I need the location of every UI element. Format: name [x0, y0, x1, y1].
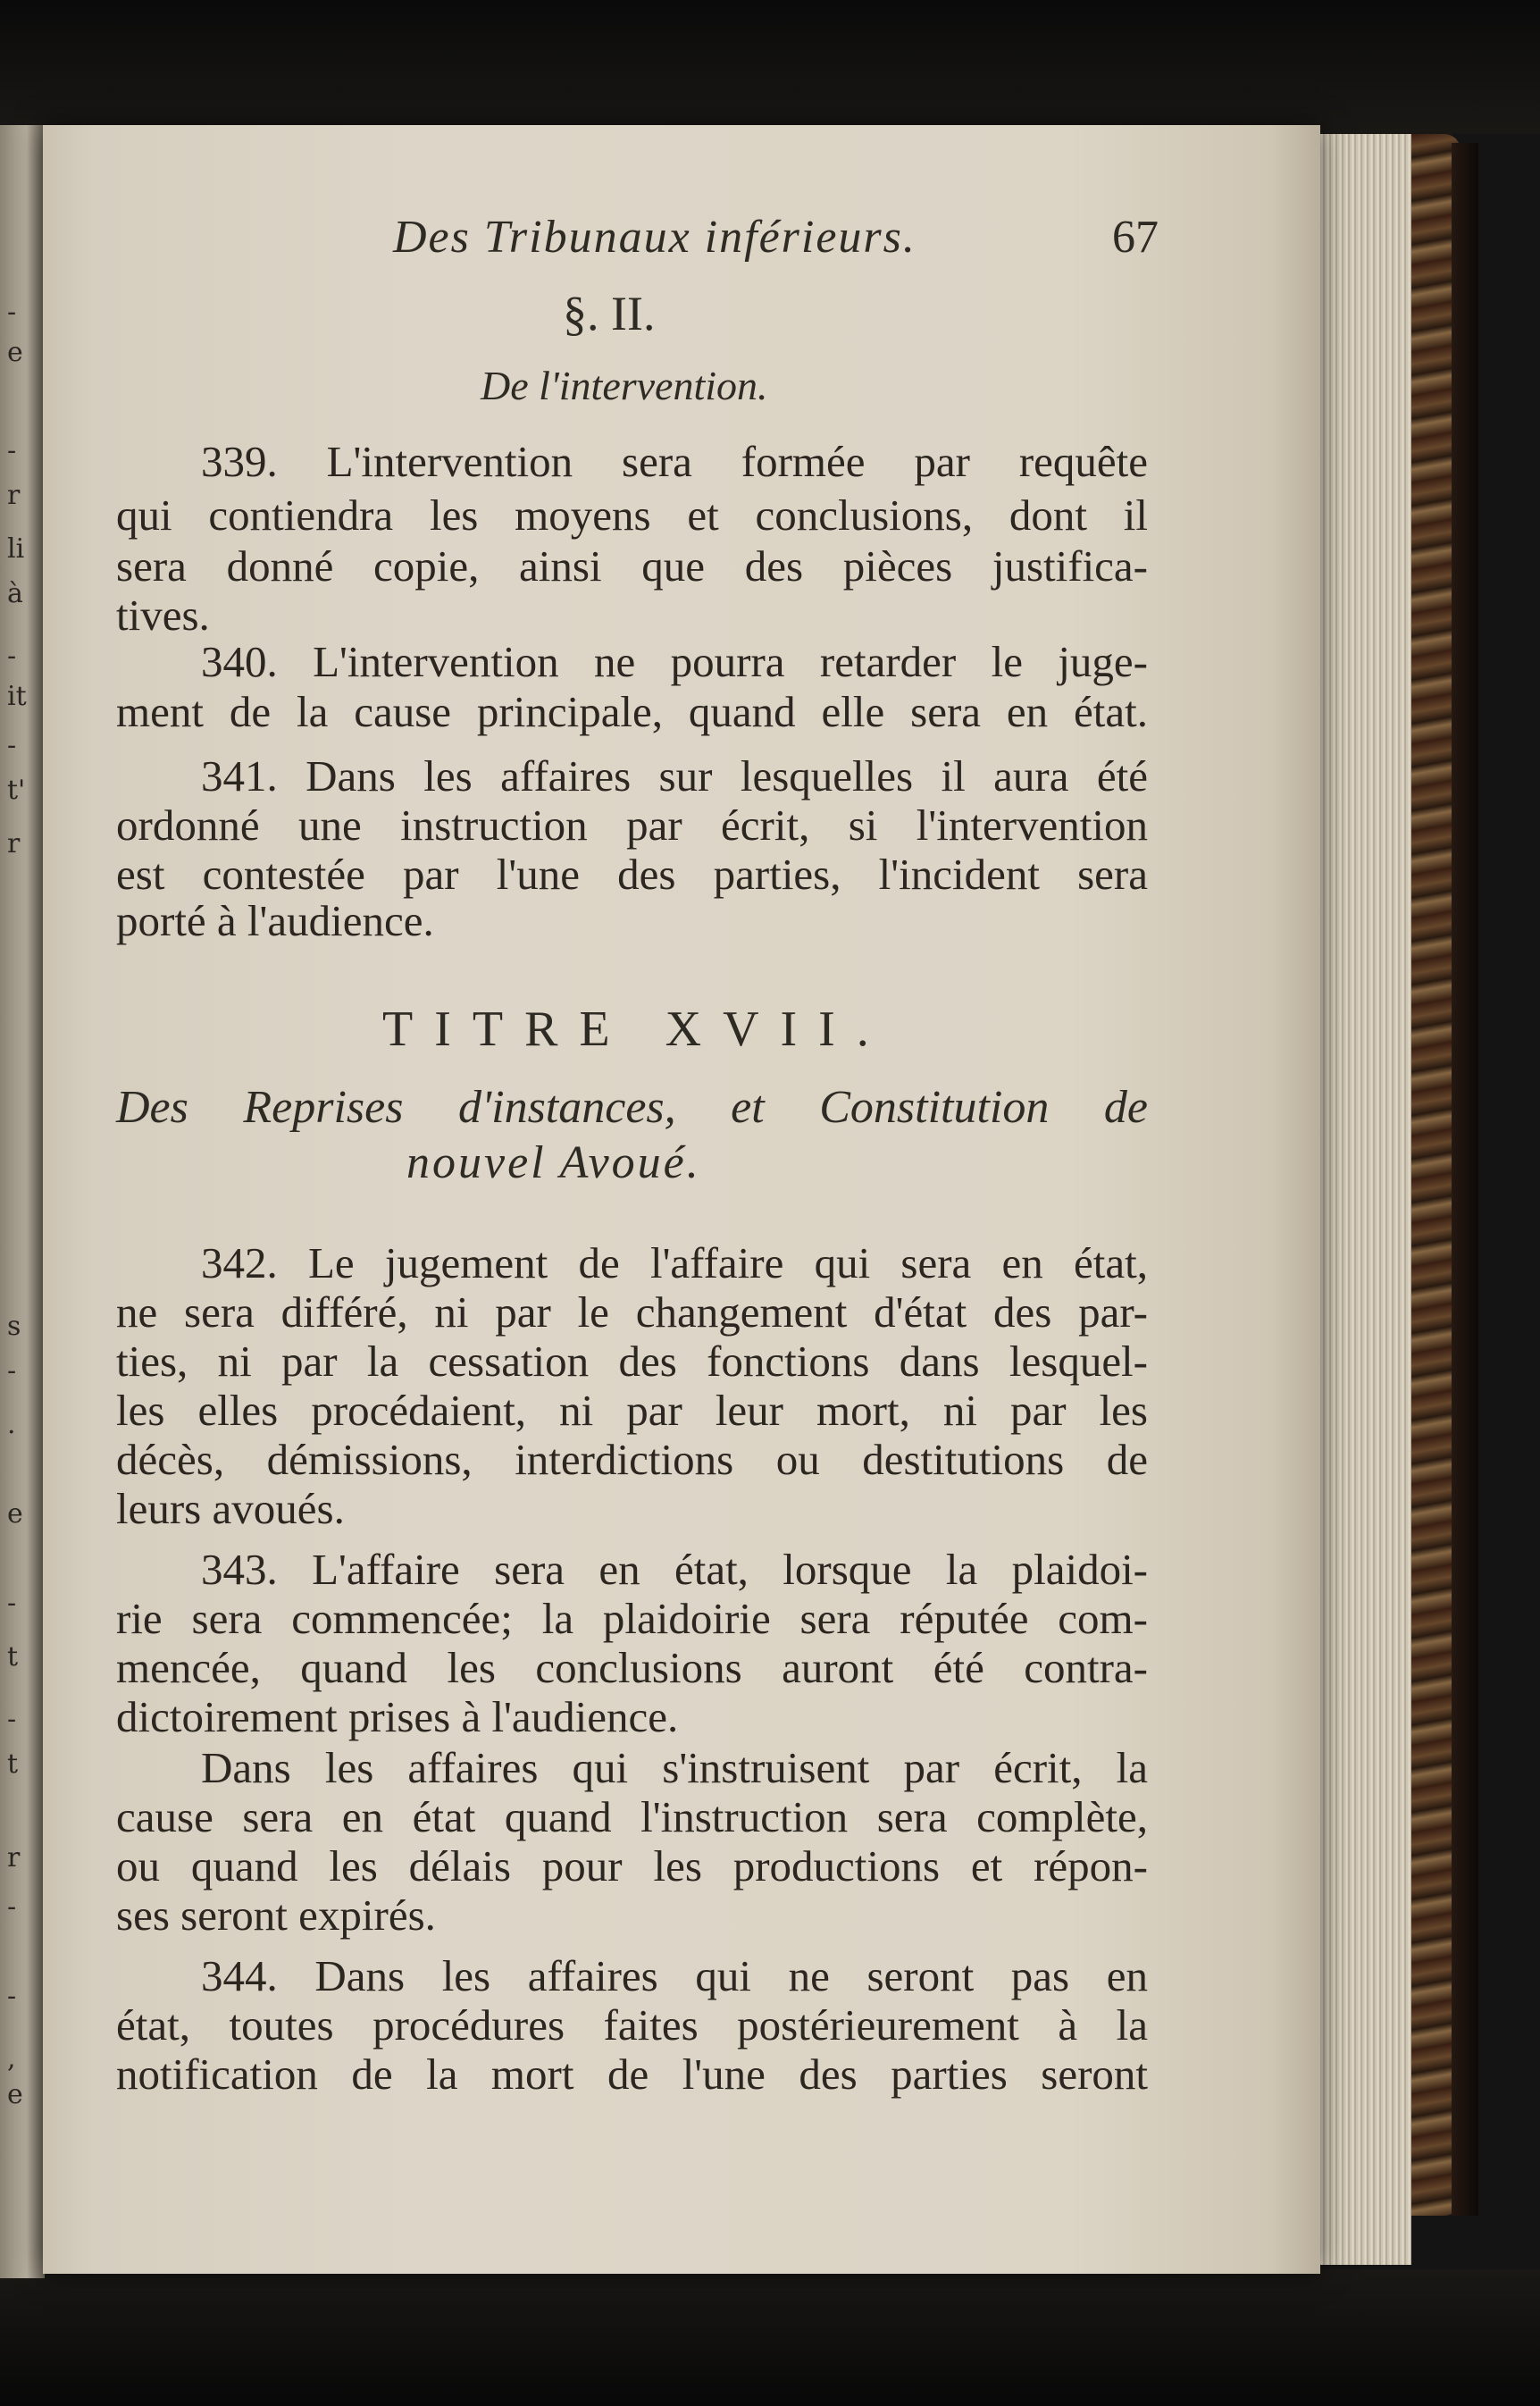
facing-page-fragment: - [7, 1588, 17, 1619]
facing-page-fragment: r [7, 480, 21, 511]
paragraph-line: ou quand les délais pour les productions et répon- [116, 1841, 1148, 1890]
paragraph-line: est contestée par l'une des parties, l'incident sera [116, 850, 1148, 899]
paragraph-line: ne sera différé, ni par le changement d'état des par- [116, 1287, 1148, 1337]
paragraph-line: leurs avoués. [116, 1484, 345, 1533]
facing-page-fragment: li [7, 533, 25, 565]
paragraph-line: ment de la cause principale, quand elle sera en état. [116, 687, 1148, 736]
facing-page-fragment: - [7, 1704, 17, 1735]
paragraph-line: qui contiendra les moyens et conclusions, dont il [116, 490, 1148, 540]
facing-page-fragment: it [7, 681, 27, 712]
book-cover [1452, 143, 1478, 2216]
facing-page-fragment: à [7, 578, 23, 609]
facing-page-fragment: r [7, 1842, 21, 1874]
facing-page-fragment: - [7, 1891, 17, 1923]
titre-subtitle: Des Reprises d'instances, et Constitution de [116, 1082, 1148, 1133]
bottom-shadow [0, 2269, 1540, 2406]
paragraph-line: 343. L'affaire sera en état, lorsque la plaidoi- [201, 1545, 1148, 1594]
paragraph-line: 340. L'intervention ne pourra retarder le juge- [201, 637, 1148, 686]
facing-page-fragment: - [7, 1981, 17, 2012]
paragraph-line: décès, démissions, interdictions ou destitutions de [116, 1435, 1148, 1484]
paragraph-line: notification de la mort de l'une des parties seront [116, 2050, 1148, 2099]
paragraph-line: cause sera en état quand l'instruction sera complète, [116, 1792, 1148, 1841]
paragraph-line: ties, ni par la cessation des fonctions dans lesquel- [116, 1337, 1148, 1386]
titre-heading: TITRE XVII. [382, 1002, 891, 1057]
paragraph-line: état, toutes procédures faites postérieurement à la [116, 2000, 1148, 2050]
paragraph-line: ses seront expirés. [116, 1890, 436, 1940]
paragraph-line: ordonné une instruction par écrit, si l'intervention [116, 801, 1148, 850]
page-edges [1313, 134, 1411, 2265]
section-number: §. II. [563, 287, 656, 340]
facing-page-fragment: - [7, 641, 17, 672]
facing-page-fragment: r [7, 828, 21, 859]
facing-page-fragment: - [7, 730, 17, 761]
paragraph-line: 342. Le jugement de l'affaire qui sera en état, [201, 1238, 1148, 1287]
facing-page-fragment: - [7, 435, 17, 466]
paragraph-line: mencée, quand les conclusions auront été contra- [116, 1643, 1148, 1692]
page-number: 67 [1112, 212, 1159, 263]
facing-page-fragment: e [7, 2079, 23, 2110]
paragraph-line: 339. L'intervention sera formée par requête [201, 437, 1148, 486]
running-head: Des Tribunaux inférieurs. [393, 212, 916, 263]
facing-page-fragment: t [7, 1641, 19, 1672]
facing-page-fragment: t' [7, 775, 26, 806]
facing-page-fragment: e [7, 1498, 23, 1530]
paragraph-line: tives. [116, 591, 210, 640]
paragraph-line: Dans les affaires qui s'instruisent par écrit, la [201, 1743, 1148, 1792]
paragraph-line: rie sera commencée; la plaidoirie sera réputée com- [116, 1594, 1148, 1643]
facing-page-fragment: , [7, 2043, 16, 2075]
section-title: De l'intervention. [481, 363, 768, 408]
facing-page-edge [0, 125, 45, 2278]
facing-page-fragment: . [7, 1409, 16, 1440]
facing-page-fragment: t [7, 1748, 19, 1780]
paragraph-line: 341. Dans les affaires sur lesquelles il aura été [201, 751, 1148, 801]
titre-subtitle: nouvel Avoué. [406, 1137, 701, 1188]
paragraph-line: dictoirement prises à l'audience. [116, 1692, 679, 1741]
top-shadow [0, 0, 1540, 134]
paragraph-line: 344. Dans les affaires qui ne seront pas en [201, 1951, 1148, 2000]
facing-page-fragment: e [7, 337, 23, 368]
facing-page-fragment: s [7, 1311, 21, 1342]
paragraph-line: sera donné copie, ainsi que des pièces justifica- [116, 541, 1148, 591]
paragraph-line: porté à l'audience. [116, 896, 434, 945]
paragraph-line: les elles procédaient, ni par leur mort, ni par les [116, 1386, 1148, 1435]
facing-page-fragment: - [7, 297, 17, 328]
facing-page-fragment: - [7, 1355, 17, 1387]
